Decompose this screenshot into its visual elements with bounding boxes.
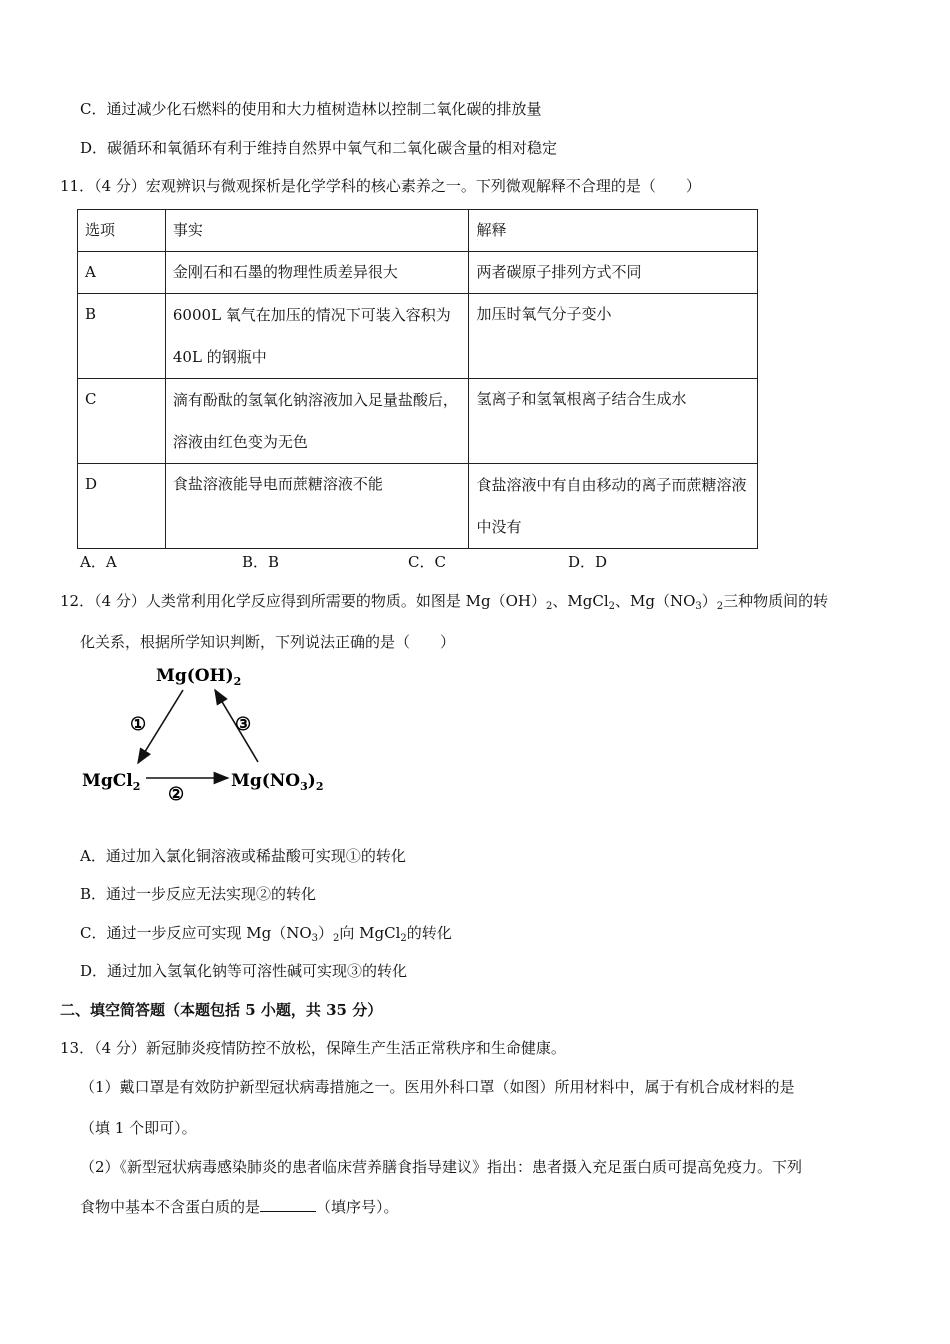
question-text: （填序号）。 <box>316 1198 399 1216</box>
subscript: 2 <box>333 933 340 944</box>
q13-stem: 13．（4 分）新冠肺炎疫情防控不放松，保障生产生活正常秩序和生命健康。 <box>60 1039 566 1057</box>
row-option: B <box>78 294 166 379</box>
row-option: D <box>78 464 166 549</box>
option-part: ） <box>318 924 334 942</box>
row-explain: 食盐溶液中有自由移动的离子而蔗糖溶液中没有 <box>469 464 758 549</box>
table-row <box>78 379 758 464</box>
diagram-label-3: ③ <box>235 714 252 735</box>
q12-stem-part: 、MgCl <box>552 592 609 610</box>
answer-blank[interactable] <box>260 1197 316 1212</box>
row-explain: 两者碳原子排列方式不同 <box>469 252 758 294</box>
q10-option-c: C．通过减少化石燃料的使用和大力植树造林以控制二氧化碳的排放量 <box>80 100 542 118</box>
section-2-title: 二、填空简答题（本题包括 5 小题，共 35 分） <box>60 1001 383 1019</box>
row-explain: 加压时氧气分子变小 <box>469 294 758 379</box>
row-fact: 食盐溶液能导电而蔗糖溶液不能 <box>165 464 469 549</box>
subscript: 2 <box>400 933 407 944</box>
subscript: 3 <box>695 601 702 612</box>
option-part: C．通过一步反应可实现 Mg（NO <box>80 924 312 942</box>
q12-stem-part: 、Mg（NO <box>615 592 696 610</box>
row-explain: 氢离子和氢氧根离子结合生成水 <box>469 379 758 464</box>
diagram-right-label: $Mg(NO_3)_2$ <box>231 771 324 793</box>
q10-option-d: D．碳循环和氧循环有利于维持自然界中氧气和二氧化碳含量的相对稳定 <box>80 139 558 157</box>
q11-answer-d: D．D <box>568 553 608 571</box>
header-option: 选项 <box>78 210 166 252</box>
header-explain: 解释 <box>469 210 758 252</box>
row-fact: 滴有酚酞的氢氧化钠溶液加入足量盐酸后，溶液由红色变为无色 <box>165 379 469 464</box>
q13-p1-line2: （填 1 个即可）。 <box>80 1119 197 1137</box>
subscript: 3 <box>311 933 319 944</box>
q12-diagram <box>78 660 328 810</box>
subscript: 2 <box>608 601 616 612</box>
q12-stem-part: 三种物质间的转 <box>723 592 829 610</box>
q13-p2-line1: （2）《新型冠状病毒感染肺炎的患者临床营养膳食指导建议》指出：患者摄入充足蛋白质可提高免疫力。下列 <box>80 1158 803 1176</box>
header-fact: 事实 <box>165 210 469 252</box>
q12-stem <box>60 591 828 617</box>
q11-answer-c: C．C <box>408 553 446 571</box>
table-header-row <box>78 210 758 252</box>
row-fact: 金刚石和石墨的物理性质差异很大 <box>165 252 469 294</box>
q13-p2-line2 <box>80 1197 399 1217</box>
q12-stem-part: ） <box>701 592 717 610</box>
table-row <box>78 294 758 379</box>
row-option: C <box>78 379 166 464</box>
q12-stem-part: 12．（4 分）人类常利用化学反应得到所需要的物质。如图是 Mg（OH） <box>60 592 547 610</box>
option-part: 的转化 <box>406 924 452 942</box>
q11-table <box>77 209 758 549</box>
diagram-left-label: MgCl$_2$ <box>82 771 141 793</box>
diagram-top-label: $Mg(OH)_2$ <box>156 666 242 688</box>
q11-answer-b: B．B <box>242 553 280 571</box>
diagram-label-2: ② <box>168 784 185 805</box>
q13-p1-line1: （1）戴口罩是有效防护新型冠状病毒措施之一。医用外科口罩（如图）所用材料中，属于有机合成材料的是 <box>80 1078 795 1096</box>
q12-option-b: B．通过一步反应无法实现②的转化 <box>80 885 317 903</box>
row-fact: 6000L 氧气在加压的情况下可装入容积为 40L 的钢瓶中 <box>165 294 469 379</box>
question-text: 食物中基本不含蛋白质的是 <box>80 1198 261 1216</box>
subscript: 2 <box>716 601 724 612</box>
q12-option-a: A．通过加入氯化铜溶液或稀盐酸可实现①的转化 <box>80 847 406 865</box>
subscript: 2 <box>546 601 553 612</box>
q12-option-d: D．通过加入氢氧化钠等可溶性碱可实现③的转化 <box>80 962 408 980</box>
q11-answer-a: A．A <box>80 553 117 571</box>
q12-option-c <box>80 923 452 949</box>
option-part: 向 MgCl <box>339 924 401 942</box>
diagram-label-1: ① <box>130 714 147 735</box>
q12-stem-line2: 化关系，根据所学知识判断，下列说法正确的是（ ） <box>80 633 456 651</box>
row-option: A <box>78 252 166 294</box>
table-row <box>78 464 758 549</box>
q11-stem: 11．（4 分）宏观辨识与微观探析是化学学科的核心素养之一。下列微观解释不合理的是（ ） <box>60 177 701 195</box>
table-row <box>78 252 758 294</box>
